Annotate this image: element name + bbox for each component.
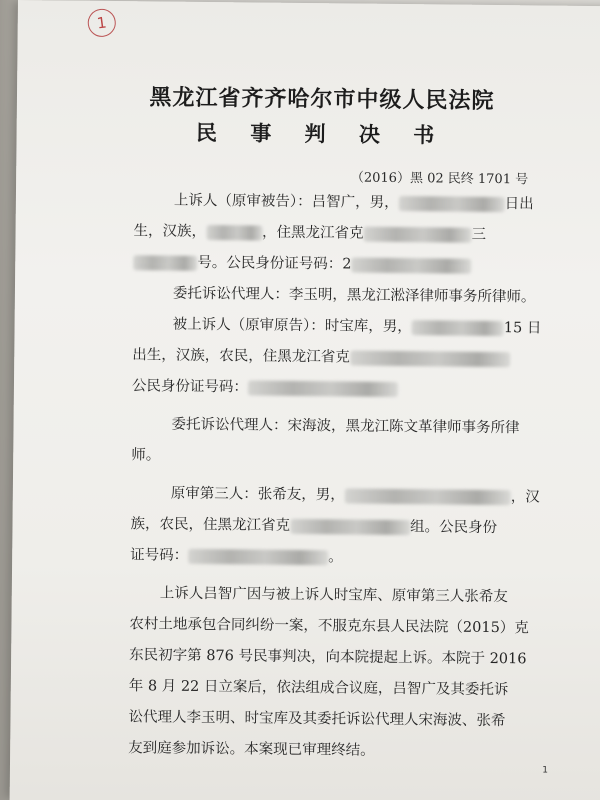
- text-line: [133, 250, 471, 275]
- document-type-heading: 民 事 判 决 书: [195, 119, 448, 148]
- text-segment: 生，汉族，: [133, 223, 207, 240]
- text-segment: 15 日: [503, 320, 542, 337]
- redaction-blur: [399, 195, 505, 211]
- redaction-blur: [290, 518, 410, 534]
- text-line: [171, 482, 540, 507]
- text-segment: 。: [328, 549, 343, 566]
- text-line: [130, 512, 497, 537]
- text-line: [132, 343, 510, 368]
- text-segment: 东民初字第 876 号民事判决，向本院提起上诉。本院于 2016: [129, 647, 527, 668]
- text-segment: 组。公民身份: [409, 519, 498, 537]
- text-line: [128, 705, 505, 730]
- text-segment: 日出: [504, 196, 534, 213]
- text-line: [173, 313, 542, 338]
- text-line: [160, 582, 508, 607]
- court-name-heading: 黑龙江省齐齐哈尔市中级人民法院: [149, 84, 495, 114]
- text-segment: 原审第三人：张希友，男，: [170, 485, 345, 504]
- redaction-blur: [351, 257, 471, 273]
- text-segment: 出生，汉族，农民，住黑龙江省克: [132, 347, 350, 366]
- text-segment: 友到庭参加诉讼。本案现已审理终结。: [128, 740, 375, 759]
- redaction-blur: [133, 255, 197, 271]
- text-segment: 证号码：: [130, 547, 189, 564]
- text-segment: 上诉人吕智广因与被上诉人时宝库、原审第三人张希友: [159, 585, 508, 606]
- text-segment: 上诉人（原审被告）：吕智广，男，: [173, 192, 399, 211]
- handwritten-page-marker: 1: [86, 7, 117, 38]
- text-line: [131, 443, 160, 464]
- text-line: [129, 674, 509, 699]
- text-segment: 三: [471, 226, 487, 243]
- text-line: [130, 543, 343, 566]
- text-segment: 年 8 月 22 日立案后，依法组成合议庭，吕智广及其委托诉: [128, 678, 509, 699]
- text-segment: ，住黑龙江省克: [261, 224, 364, 242]
- text-line: [174, 189, 534, 214]
- text-segment: ，汉: [510, 489, 540, 506]
- redaction-blur: [248, 380, 398, 397]
- document-page: [10, 0, 600, 800]
- text-line: [133, 219, 486, 244]
- case-number: （2016）黑 02 民终 1701 号: [350, 170, 529, 188]
- text-line: [171, 413, 519, 438]
- text-segment: 师。: [131, 447, 161, 464]
- text-segment: 族，农民，住黑龙江省克: [130, 516, 291, 534]
- text-segment: 号。公民身份证号码：2: [197, 254, 352, 273]
- redaction-blur: [345, 488, 511, 505]
- redaction-blur: [206, 224, 262, 240]
- text-line: [173, 282, 536, 307]
- redaction-blur: [188, 548, 328, 564]
- text-line: [132, 374, 398, 398]
- redaction-blur: [363, 226, 471, 242]
- text-segment: 委托诉讼代理人：宋海波，黑龙江陈文革律师事务所律: [171, 416, 520, 437]
- text-segment: 农村土地承包合同纠纷一案，不服克东县人民法院（2015）克: [129, 616, 529, 637]
- text-line: [129, 643, 527, 668]
- text-segment: 讼代理人李玉明、时宝库及其委托诉讼代理人宋海波、张希: [128, 709, 506, 730]
- redaction-blur: [350, 350, 510, 367]
- text-segment: 公民身份证号码：: [131, 378, 249, 396]
- text-segment: 被上诉人（原审原告）：时宝库，男，: [172, 316, 412, 336]
- redaction-blur: [412, 320, 504, 336]
- footer-page-number: 1: [542, 765, 549, 776]
- text-segment: 委托诉讼代理人：李玉明，黑龙江淞泽律师事务所律师。: [172, 285, 536, 306]
- text-line: [129, 612, 529, 637]
- text-line: [128, 736, 375, 760]
